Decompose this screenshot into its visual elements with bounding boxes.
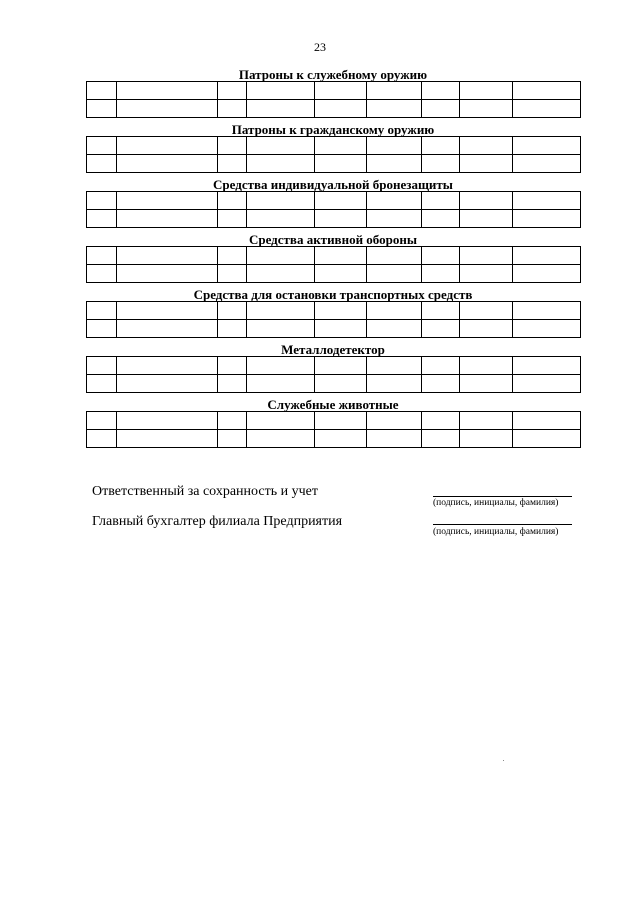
- section-active-defense: [86, 233, 580, 283]
- table-row: [87, 247, 581, 265]
- table-row: [87, 265, 581, 283]
- section-title: Средства индивидуальной бронезащиты: [213, 177, 453, 192]
- signature-hint: (подпись, инициалы, фамилия): [433, 498, 559, 508]
- section-title: Служебные животные: [267, 397, 399, 412]
- table-row: [87, 155, 581, 173]
- table-row: [87, 82, 581, 100]
- scan-speck: [503, 760, 504, 761]
- section-civil-ammo: [86, 123, 580, 173]
- inventory-table: [86, 246, 581, 283]
- section-body-armor: [86, 178, 580, 228]
- inventory-table: [86, 411, 581, 448]
- section-vehicle-stopping: [86, 288, 580, 338]
- table-row: [87, 412, 581, 430]
- signature-chief-accountant: [92, 512, 582, 546]
- section-title: Средства для остановки транспортных средств: [193, 287, 473, 302]
- table-row: [87, 210, 581, 228]
- table-row: [87, 320, 581, 338]
- inventory-table: [86, 136, 581, 173]
- table-row: [87, 137, 581, 155]
- signature-label: Ответственный за сохранность и учет: [92, 484, 318, 499]
- signature-line: [433, 524, 572, 525]
- inventory-table: [86, 191, 581, 228]
- table-row: [87, 430, 581, 448]
- inventory-table: [86, 301, 581, 338]
- signature-hint: (подпись, инициалы, фамилия): [433, 527, 559, 537]
- inventory-table: [86, 81, 581, 118]
- table-row: [87, 192, 581, 210]
- table-row: [87, 357, 581, 375]
- signature-label: Главный бухгалтер филиала Предприятия: [92, 514, 343, 529]
- table-row: [87, 100, 581, 118]
- page-number: 23: [314, 40, 326, 54]
- inventory-table: [86, 356, 581, 393]
- signature-line: [433, 496, 572, 497]
- section-title: Металлодетектор: [281, 342, 385, 357]
- section-metal-detector: [86, 343, 580, 393]
- table-row: [87, 302, 581, 320]
- section-title: Патроны к гражданскому оружию: [231, 122, 435, 137]
- section-title: Средства активной обороны: [248, 232, 418, 247]
- signature-responsible: [92, 482, 582, 516]
- section-title: Патроны к служебному оружию: [238, 67, 428, 82]
- table-row: [87, 375, 581, 393]
- section-service-animals: [86, 398, 580, 448]
- section-service-ammo: [86, 68, 580, 118]
